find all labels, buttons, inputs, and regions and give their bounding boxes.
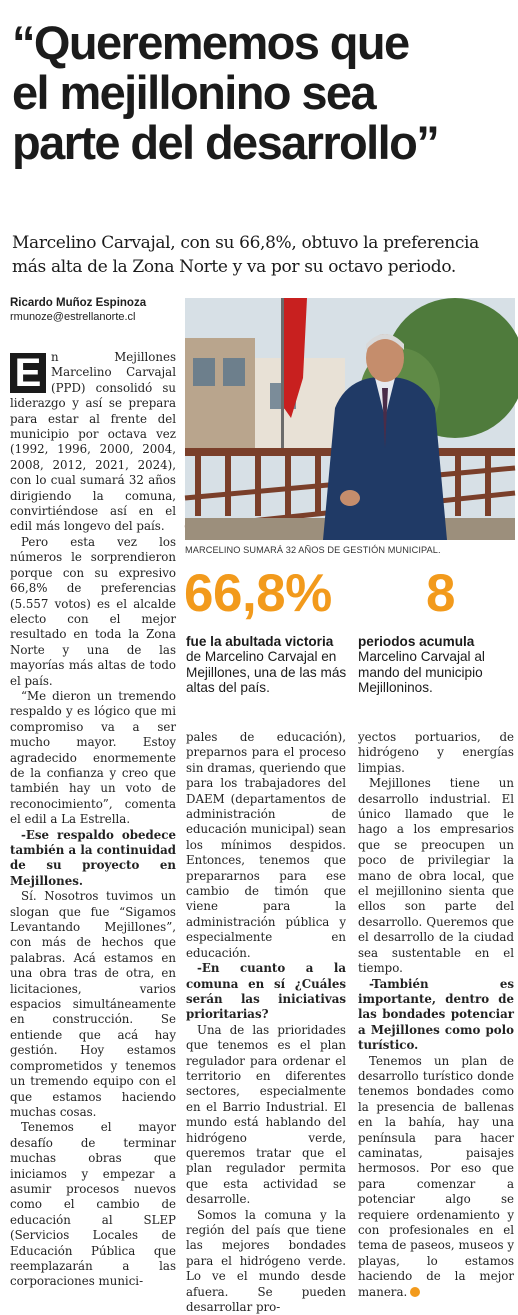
stat-description (186, 634, 348, 695)
paragraph: Mejillones tiene un desarrollo industrial. El único llamado que le hago a los empresarios que se preocupen un poco de privilegiar la mano de obra local, que el mejillonino sienta que ellos son parte del desarrollo. Queremos que el desarrollo de la ciudad sea sustentable en el tiempo. (358, 776, 514, 976)
stat-value: 66,8% (184, 564, 332, 623)
paragraph: Tenemos el mayor desafío de terminar muchas obras que iniciamos y empezar a asumir procesos nuevos como el cambio de educación al SLEP (Servicios Locales de Educación Pública que reemplazarán a las corporaciones munici- (10, 1120, 176, 1289)
drop-cap: E (10, 353, 46, 393)
article-column-3 (358, 730, 514, 1300)
paragraph: Sí. Nosotros tuvimos un slogan que fue “Sigamos Levantando Mejillones”, con más de hechos que palabras. Acá estamos en una obra tras de otra, en licitaciones, varios espacios simultáneamente en construcción. Se entiende que acá hay gestión. Hoy estamos comprometidos y tenemos un tremendo equipo con el que estamos haciendo muchas cosas. (10, 889, 176, 1119)
subheadline-line: más alta de la Zona Norte y va por su octavo periodo. (12, 257, 456, 277)
stat-label: fue la abultada victoria (186, 634, 334, 649)
end-mark-icon (410, 1287, 420, 1297)
interview-question: -Ese respaldo obedece también a la continuidad de su proyecto en Mejillones. (10, 827, 176, 888)
stat-detail: Marcelino Carvajal al mando del municipio Mejilloninos. (358, 649, 485, 695)
stat-detail: de Marcelino Carvajal en Mejillones, una de las más altas del país. (186, 649, 347, 695)
paragraph: E n Mejillones Marcelino Carvajal (PPD) consolidó su liderazgo y así se prepara para estar al frente del municipio por octava vez (1992, 1996, 2000, 2004, 2008, 2012, 2021, 2024), con lo cual sumará 32 años dirigiendo la comuna, convirtiéndose así en el edil más longevo del país. (10, 350, 176, 534)
author-email[interactable]: rmunoze@estrellanorte.cl (10, 311, 136, 323)
interview-question: -En cuanto a la comuna en sí ¿Cuáles serán las iniciativas prioritarias? (186, 961, 346, 1022)
photo-caption: MARCELINO SUMARÁ 32 AÑOS DE GESTIÓN MUNICIPAL. (185, 545, 441, 555)
paragraph: Pero esta vez los números le sorprendieron porque con su expresivo 66,8% de preferencias (5.557 votos) es el alcalde electo con el mejor resultado en toda la Zona Norte y una de las mayorías más altas de todo el país. (10, 534, 176, 688)
stat-label: periodos acumula (358, 634, 475, 649)
subheadline-line: Marcelino Carvajal, con su 66,8%, obtuvo la preferencia (12, 233, 479, 253)
article-column-2 (186, 730, 346, 1315)
interview-question: -También es importante, dentro de las bondades potenciar a Mejillones como polo turístico. (358, 976, 514, 1053)
article-photo (185, 298, 515, 540)
paragraph: yectos portuarios, de hidrógeno y energías limpias. (358, 730, 514, 775)
stat-value: 8 (426, 564, 455, 623)
headline-line: parte del desarrollo” (12, 116, 439, 169)
headline-line: el mejillonino sea (12, 66, 375, 119)
author-name: Ricardo Muñoz Espinoza (10, 297, 147, 309)
article-column-1 (10, 350, 176, 1290)
paragraph: “Me dieron un tremendo respaldo y es lógico que mi compromiso va a ser mucho mayor. Estoy agradecido enormemente de la confianza y creo que también hay un voto de reconocimiento”, comenta el edil a La Estrella. (10, 688, 176, 827)
stat-description (358, 634, 513, 695)
paragraph: Una de las prioridades que tenemos es el plan regulador para ordenar el territorio en diferentes sectores, especialmente en el Barrio Industrial. El mundo está hablando del hidrógeno verde, queremos tratar que el plan regulador permita que esta actividad se desarrolle. (186, 1022, 346, 1207)
headline-line: “Querememos que (12, 16, 409, 69)
subheadline (12, 231, 512, 279)
headline (12, 18, 512, 168)
paragraph: pales de educación), preparnos para el proceso sin dramas, queriendo que para los trabajadores del DAEM (departamentos de administración de educación municipal) sean los mínimos despidos. Entonces, tenemos que prepararnos para ese cambio de timón que viene para la administración pública y especialmente en educación. (186, 730, 346, 960)
photo-illustration (185, 298, 515, 540)
paragraph: Somos la comuna y la región del país que tiene las mejores bondades para el hidrógeno verde. Lo ve el mundo desde afuera. Se pueden desarrollar pro- (186, 1207, 346, 1315)
paragraph: Tenemos un plan de desarrollo turístico donde tenemos bondades como la presencia de ballenas en la bahía, hay una península para hacer caminatas, paisajes hermosos. Por eso que para comenzar a potenciar algo se requiere ordenamiento y con profesionales en el tema de paseos, museos y playas, lo estamos haciendo de la mejor manera. (358, 1053, 514, 1299)
byline (10, 296, 146, 324)
